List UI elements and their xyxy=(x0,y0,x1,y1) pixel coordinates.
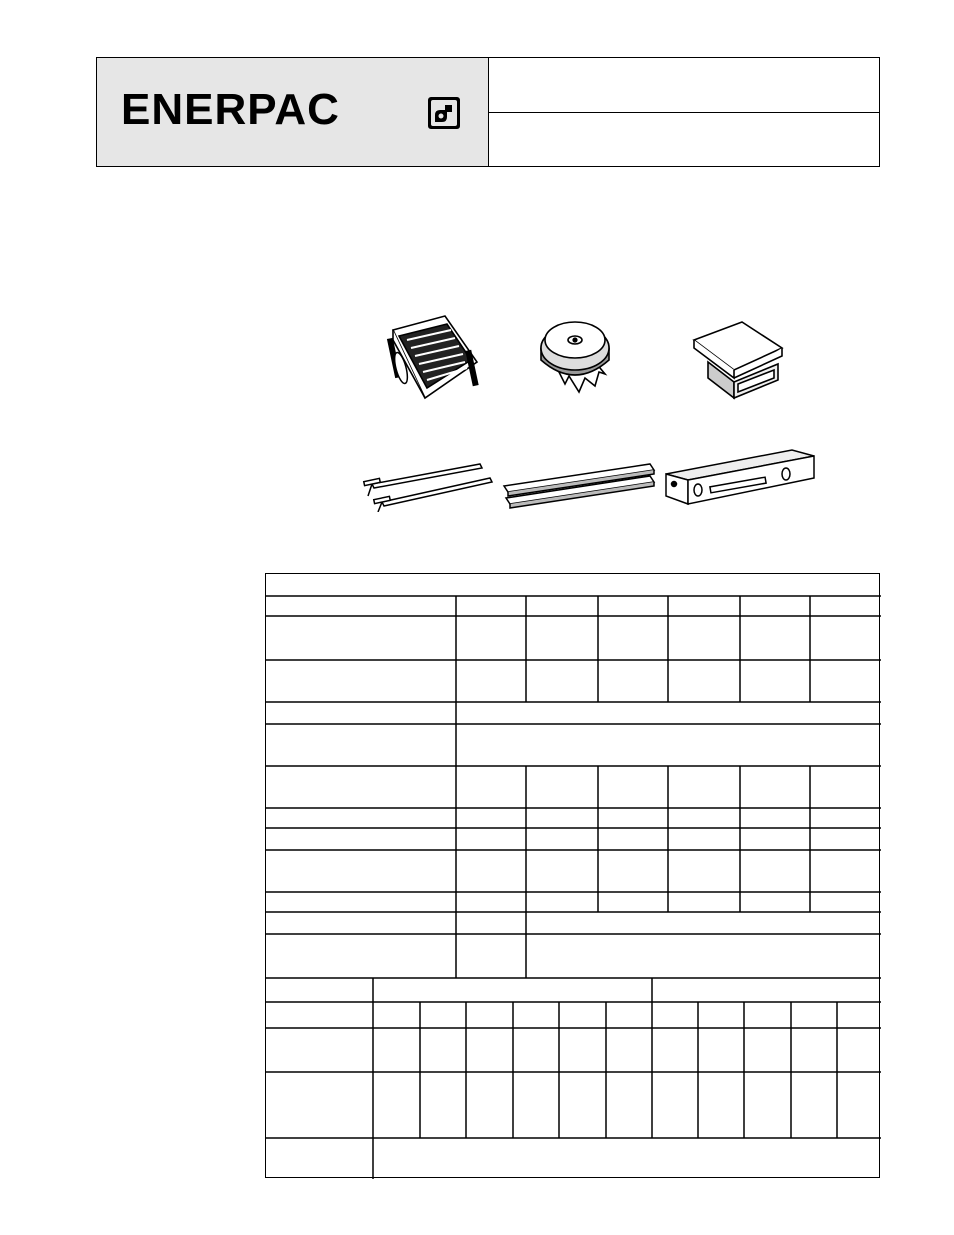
brand-logo-text: ENERPAC xyxy=(121,85,340,134)
storage-case-illustration xyxy=(662,446,818,510)
steering-bars-illustration xyxy=(362,460,496,512)
enerpac-wrench-logo-icon xyxy=(427,96,461,130)
document-header xyxy=(96,57,880,167)
lifting-plate-illustration xyxy=(690,318,786,400)
logo-cell xyxy=(97,58,489,166)
roller-chain-skate-illustration xyxy=(385,310,485,402)
turntable-roller-illustration xyxy=(535,312,623,400)
table-grid xyxy=(266,574,881,1179)
header-title-top xyxy=(489,58,879,113)
header-title-bottom xyxy=(489,112,879,166)
specification-table xyxy=(265,573,880,1178)
guide-rails-illustration xyxy=(500,458,658,510)
